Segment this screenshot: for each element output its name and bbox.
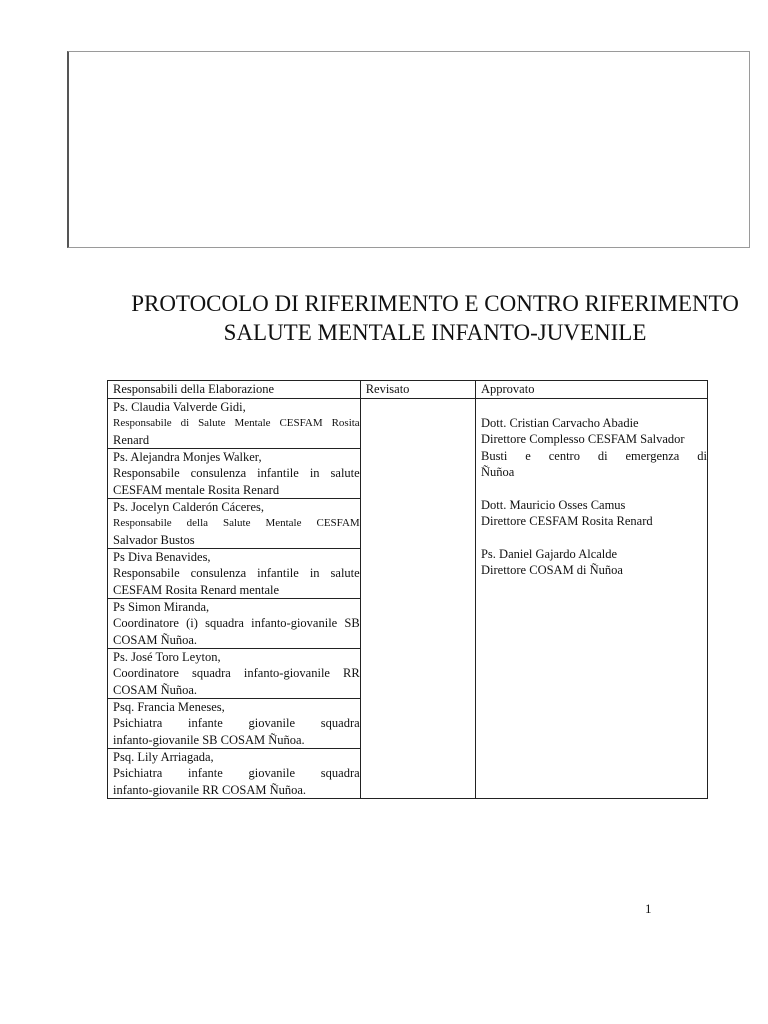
approvato-cell <box>475 398 707 798</box>
responsabile-name: Ps. José Toro Leyton, <box>113 649 221 664</box>
title-line-2: SALUTE MENTALE INFANTO-JUVENILE <box>223 320 647 345</box>
responsabile-name: Ps. Alejandra Monjes Walker, <box>113 449 262 464</box>
responsabile-role: Responsabile consulenza infantile in salute <box>113 566 360 580</box>
responsibility-table <box>107 380 708 799</box>
approver-role: Direttore CESFAM Rosita Renard <box>480 514 653 528</box>
header-revisato: Revisato <box>360 381 475 399</box>
responsabile-cell <box>108 748 361 798</box>
responsabile-name: Ps. Jocelyn Calderón Cáceres, <box>113 499 265 514</box>
approver-name: Ps. Daniel Gajardo Alcalde <box>480 546 618 561</box>
responsabile-role-cont: infanto-giovanile RR COSAM Ñuñoa. <box>113 782 307 797</box>
table-header-row <box>108 381 708 399</box>
approver-block <box>481 415 707 481</box>
approver-role: Busti e centro di emergenza di <box>480 448 707 463</box>
responsabile-name: Ps Simon Miranda, <box>113 599 210 614</box>
header-approvato: Approvato <box>475 381 707 399</box>
responsabile-cell <box>108 698 361 748</box>
responsabile-name: Psq. Lily Arriagada, <box>113 749 214 764</box>
responsabile-cell <box>108 498 361 548</box>
responsabile-cell <box>108 598 361 648</box>
responsabile-role-cont: Salvador Bustos <box>113 532 195 547</box>
responsabile-role-cont: infanto-giovanile SB COSAM Ñuñoa. <box>113 732 305 747</box>
responsabile-role: Responsabile di Salute Mentale CESFAM Rosita <box>113 417 360 429</box>
responsabile-role: Responsabile consulenza infantile in salute <box>113 466 360 480</box>
responsabile-role: Psichiatra infante giovanile squadra <box>113 716 360 730</box>
responsabile-cell <box>108 648 361 698</box>
responsabile-name: Ps Diva Benavides, <box>113 549 211 564</box>
responsabile-role-cont: CESFAM mentale Rosita Renard <box>113 482 280 497</box>
responsabile-name: Psq. Francia Meneses, <box>113 699 225 714</box>
responsabile-role-cont: Renard <box>113 432 150 447</box>
approver-block <box>481 497 707 530</box>
document-title <box>110 289 760 347</box>
responsabile-cell <box>108 448 361 498</box>
responsabile-role: Coordinatore squadra infanto-giovanile RR <box>113 666 360 680</box>
approver-role: Direttore Complesso CESFAM Salvador <box>480 432 685 446</box>
responsabile-role: Coordinatore (i) squadra infanto-giovanile SB <box>113 616 360 630</box>
header-logo-box <box>67 51 750 248</box>
approver-name: Dott. Cristian Carvacho Abadie <box>480 415 639 430</box>
responsabile-role-cont: COSAM Ñuñoa. <box>113 632 198 647</box>
responsabile-cell <box>108 398 361 448</box>
responsabile-role: Responsabile della Salute Mentale CESFAM <box>113 517 360 529</box>
responsabile-role: Psichiatra infante giovanile squadra <box>113 766 360 780</box>
revisato-cell <box>360 398 475 798</box>
responsabile-name: Ps. Claudia Valverde Gidi, <box>113 399 246 414</box>
approver-role: Ñuñoa <box>480 465 515 479</box>
approver-role: Direttore COSAM di Ñuñoa <box>480 563 623 577</box>
header-responsabili: Responsabili della Elaborazione <box>108 381 361 399</box>
responsabile-cell <box>108 548 361 598</box>
responsabile-role-cont: COSAM Ñuñoa. <box>113 682 198 697</box>
responsabile-role-cont: CESFAM Rosita Renard mentale <box>113 582 280 597</box>
approver-name: Dott. Mauricio Osses Camus <box>480 497 626 512</box>
approver-block <box>481 546 707 579</box>
table-row <box>108 398 708 448</box>
page-number: 1 <box>645 901 652 916</box>
title-line-1: PROTOCOLO DI RIFERIMENTO E CONTRO RIFERIMENTO <box>131 291 739 316</box>
